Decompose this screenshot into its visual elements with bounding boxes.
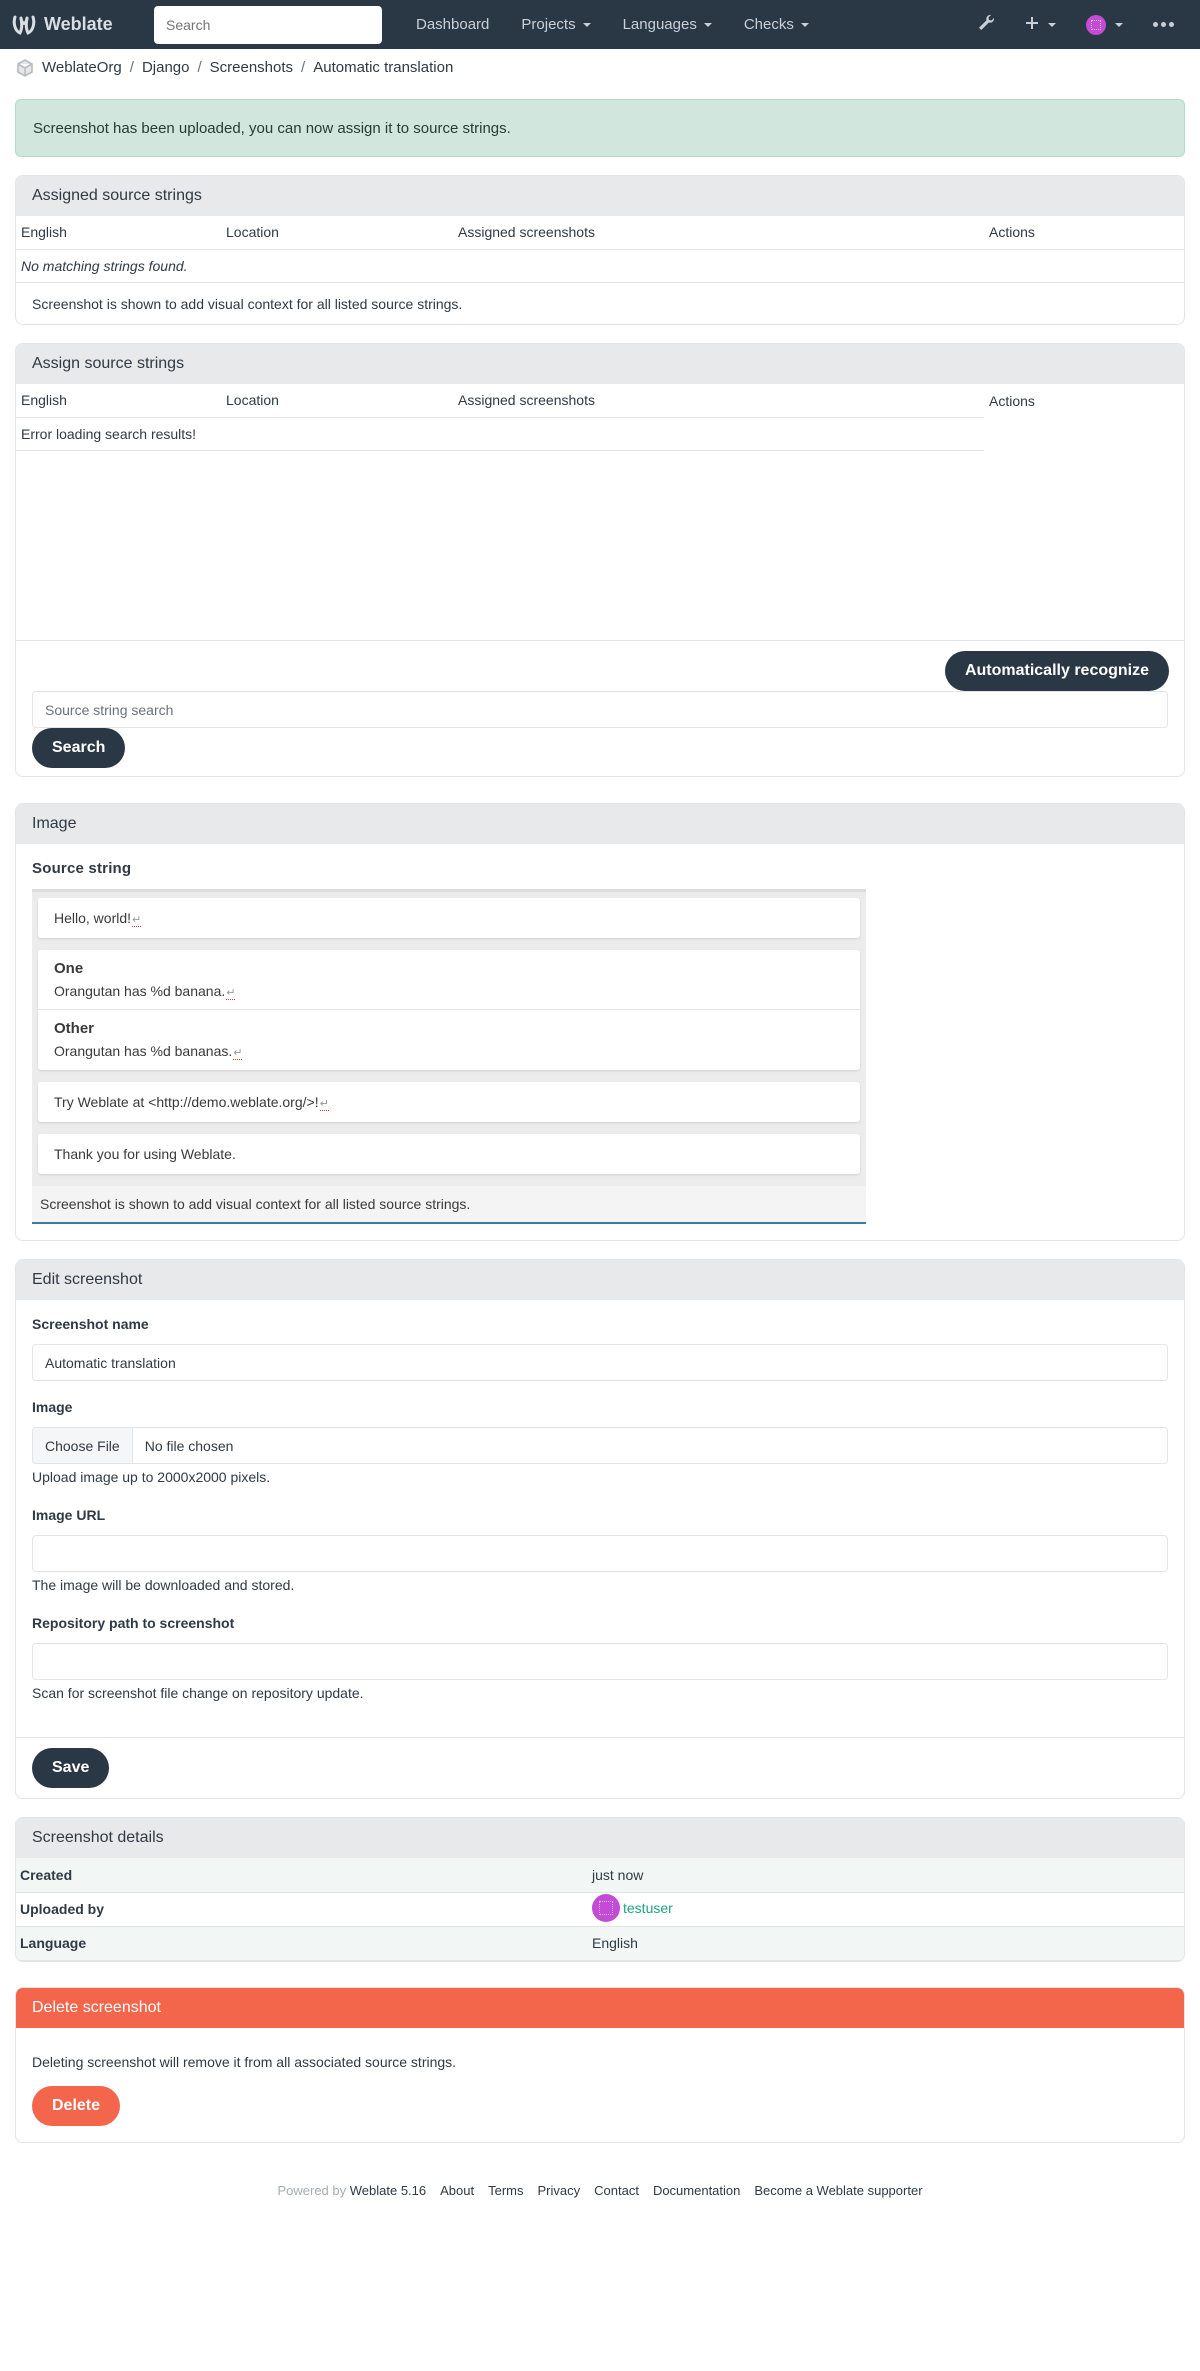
- source-string-heading: Source string: [32, 860, 132, 877]
- nav-checks-dropdown[interactable]: [728, 16, 825, 33]
- assigned-card-title: Assigned source strings: [32, 187, 202, 204]
- column-assigned-screenshots: Assigned screenshots: [453, 216, 984, 249]
- repository-path-input[interactable]: [32, 1643, 1168, 1680]
- breadcrumb-project[interactable]: Django: [141, 59, 190, 76]
- table-header-row: [16, 216, 1184, 249]
- assign-controls: [16, 640, 1184, 776]
- page-footer: [15, 2183, 1185, 2198]
- delete-card-header: [16, 1988, 1184, 2028]
- details-key: Created: [20, 1866, 73, 1883]
- more-icon: [1153, 22, 1174, 27]
- breadcrumb-separator: /: [129, 59, 134, 76]
- details-key: Language: [20, 1935, 87, 1951]
- nav-dashboard-label: Dashboard: [416, 16, 490, 33]
- source-string-text: Orangutan has %d banana.: [54, 983, 226, 999]
- edit-card-header: [16, 1260, 1184, 1300]
- screenshot-name-label: Screenshot name: [32, 1316, 149, 1332]
- footer-link-documentation[interactable]: Documentation: [652, 2182, 741, 2198]
- footer-link-contact[interactable]: Contact: [594, 2182, 639, 2198]
- caret-down-icon: [1115, 23, 1123, 27]
- brand-logo-link[interactable]: [12, 14, 154, 35]
- image-card-header: [16, 804, 1184, 844]
- breadcrumb-screenshots[interactable]: Screenshots: [209, 59, 294, 76]
- manage-button[interactable]: [977, 14, 995, 35]
- caret-down-icon: [704, 23, 712, 27]
- source-string-search-input[interactable]: [32, 691, 1168, 728]
- footer-link-terms[interactable]: Terms: [488, 2182, 524, 2198]
- brand-name: Weblate: [44, 14, 113, 34]
- breadcrumb-current[interactable]: Automatic translation: [313, 59, 454, 76]
- source-string-text: Orangutan has %d bananas.: [54, 1043, 233, 1059]
- edit-card-title: Edit screenshot: [32, 1271, 143, 1288]
- column-location: Location: [221, 216, 453, 249]
- image-help-text: [32, 1186, 866, 1224]
- uploader-username: testuser: [623, 1899, 673, 1916]
- image-help-label: Screenshot is shown to add visual context for all listed source strings.: [40, 1196, 471, 1212]
- global-search-input[interactable]: [154, 6, 382, 44]
- assigned-source-strings-card: [15, 175, 1185, 325]
- delete-warning-text: Deleting screenshot will remove it from all associated source strings.: [32, 2053, 457, 2070]
- image-file-input[interactable]: [32, 1427, 1168, 1464]
- nav-languages-dropdown[interactable]: [607, 16, 728, 33]
- nav-checks-label: Checks: [743, 16, 794, 33]
- plural-label: One: [54, 960, 84, 977]
- edit-screenshot-card: [15, 1259, 1185, 1799]
- screenshot-image-preview: [32, 889, 866, 1224]
- empty-cell: [984, 417, 1184, 450]
- weblate-logo-icon: [12, 15, 36, 35]
- nav-languages-label: Languages: [622, 16, 697, 33]
- top-navbar: [0, 0, 1200, 49]
- assign-source-strings-card: [15, 343, 1185, 777]
- delete-screenshot-card: [15, 1987, 1185, 2143]
- table-header-row: [16, 384, 1184, 417]
- nav-dashboard[interactable]: [400, 16, 505, 33]
- nav-projects-label: Projects: [521, 16, 576, 33]
- user-menu-dropdown[interactable]: [1086, 15, 1123, 35]
- details-card-header: [16, 1818, 1184, 1858]
- delete-button[interactable]: Delete: [32, 2086, 120, 2126]
- project-box-icon: [16, 59, 34, 77]
- wrench-icon: [977, 14, 995, 35]
- source-string-item: [38, 898, 860, 938]
- details-table: [16, 1858, 1184, 1961]
- image-card: [15, 803, 1185, 1241]
- details-value-cell: [588, 1892, 1184, 1926]
- repository-path-help: Scan for screenshot file change on repository update.: [32, 1685, 364, 1701]
- no-results-message: No matching strings found.: [21, 257, 188, 274]
- plural-form-other: [38, 1010, 860, 1070]
- main-nav: [400, 16, 825, 33]
- automatically-recognize-button[interactable]: Automatically recognize: [945, 651, 1169, 691]
- caret-down-icon: [583, 23, 591, 27]
- image-url-input[interactable]: [32, 1535, 1168, 1572]
- choose-file-button[interactable]: Choose File: [33, 1428, 133, 1463]
- file-name-label: No file chosen: [144, 1437, 234, 1454]
- column-actions: Actions: [989, 392, 1035, 409]
- more-menu-button[interactable]: [1153, 22, 1174, 27]
- repository-path-label: Repository path to screenshot: [32, 1615, 235, 1631]
- details-card-title: Screenshot details: [32, 1829, 164, 1846]
- powered-by-label: Powered by: [277, 2182, 347, 2198]
- success-alert-message: Screenshot has been uploaded, you can now assign it to source strings.: [33, 119, 511, 137]
- source-string-plural-item: [38, 950, 860, 1070]
- source-string-text: Hello, world!: [54, 910, 132, 926]
- caret-down-icon: [1048, 23, 1056, 27]
- nav-projects-dropdown[interactable]: [505, 16, 606, 33]
- screenshot-name-input[interactable]: [32, 1344, 1168, 1381]
- source-string-item: [38, 1134, 860, 1174]
- success-alert: [15, 99, 1185, 157]
- details-row-language: [16, 1926, 1184, 1960]
- column-assigned-screenshots: Assigned screenshots: [453, 384, 984, 417]
- error-message: Error loading search results!: [16, 417, 984, 450]
- uploader-user-link[interactable]: [592, 1894, 673, 1922]
- save-button[interactable]: Save: [32, 1748, 109, 1788]
- assigned-card-footer: [16, 282, 1184, 324]
- plural-form-one: [38, 950, 860, 1010]
- newline-icon: ↵: [132, 914, 142, 926]
- column-location: Location: [221, 384, 453, 417]
- edit-form: [16, 1300, 1184, 1717]
- plural-label: Other: [54, 1020, 95, 1037]
- image-help: Upload image up to 2000x2000 pixels.: [32, 1469, 271, 1485]
- assigned-strings-table: [16, 216, 1184, 282]
- edit-form-footer: [16, 1737, 1184, 1798]
- assigned-card-header: [16, 176, 1184, 216]
- search-button[interactable]: Search: [32, 728, 125, 768]
- add-menu-dropdown[interactable]: [1025, 16, 1056, 33]
- newline-icon: ↵: [226, 987, 236, 999]
- search-results-area: [16, 384, 1184, 640]
- details-value: English: [592, 1935, 638, 1951]
- weblate-version-link[interactable]: Weblate 5.16: [349, 2182, 427, 2198]
- details-key: Uploaded by: [20, 1901, 105, 1917]
- column-english: English: [16, 384, 221, 417]
- column-actions: Actions: [984, 216, 1184, 249]
- image-card-body: [16, 844, 1184, 1240]
- table-row-error: [16, 417, 1184, 450]
- breadcrumb: [0, 49, 1200, 86]
- assign-strings-table: [16, 384, 1184, 451]
- breadcrumb-organization[interactable]: WeblateOrg: [42, 59, 122, 76]
- assign-card-header: [16, 344, 1184, 384]
- source-string-item: [38, 1082, 860, 1122]
- image-url-label: Image URL: [32, 1507, 106, 1523]
- screenshot-details-card: [15, 1817, 1185, 1962]
- nav-right-tools: [977, 14, 1188, 35]
- delete-card-body: [16, 2028, 1184, 2142]
- image-card-title: Image: [32, 815, 77, 832]
- source-string-text: Try Weblate at <http://demo.weblate.org/>!: [54, 1094, 319, 1110]
- user-avatar-icon: [592, 1894, 620, 1922]
- newline-icon: ↵: [233, 1047, 243, 1059]
- details-value: just now: [592, 1866, 644, 1883]
- column-english: English: [16, 216, 221, 249]
- details-row-created: [16, 1858, 1184, 1892]
- footer-link-about[interactable]: About: [440, 2182, 475, 2198]
- user-avatar-icon: [1086, 15, 1106, 35]
- newline-icon: ↵: [319, 1098, 329, 1110]
- assigned-help-text: Screenshot is shown to add visual context for all listed source strings.: [32, 295, 463, 312]
- footer-link-supporter[interactable]: Become a Weblate supporter: [754, 2182, 923, 2198]
- image-url-help: The image will be downloaded and stored.: [32, 1577, 295, 1593]
- details-row-uploaded-by: [16, 1892, 1184, 1926]
- source-string-text: Thank you for using Weblate.: [54, 1146, 236, 1162]
- breadcrumb-separator: /: [301, 59, 306, 76]
- footer-link-privacy[interactable]: Privacy: [537, 2182, 581, 2198]
- caret-down-icon: [801, 23, 809, 27]
- table-row-empty: [16, 249, 1184, 282]
- delete-card-title: Delete screenshot: [32, 1998, 161, 2016]
- image-label: Image: [32, 1399, 73, 1415]
- plus-icon: [1025, 16, 1039, 33]
- breadcrumb-separator: /: [197, 59, 202, 76]
- main-content: [0, 99, 1200, 2198]
- assign-card-title: Assign source strings: [32, 355, 185, 372]
